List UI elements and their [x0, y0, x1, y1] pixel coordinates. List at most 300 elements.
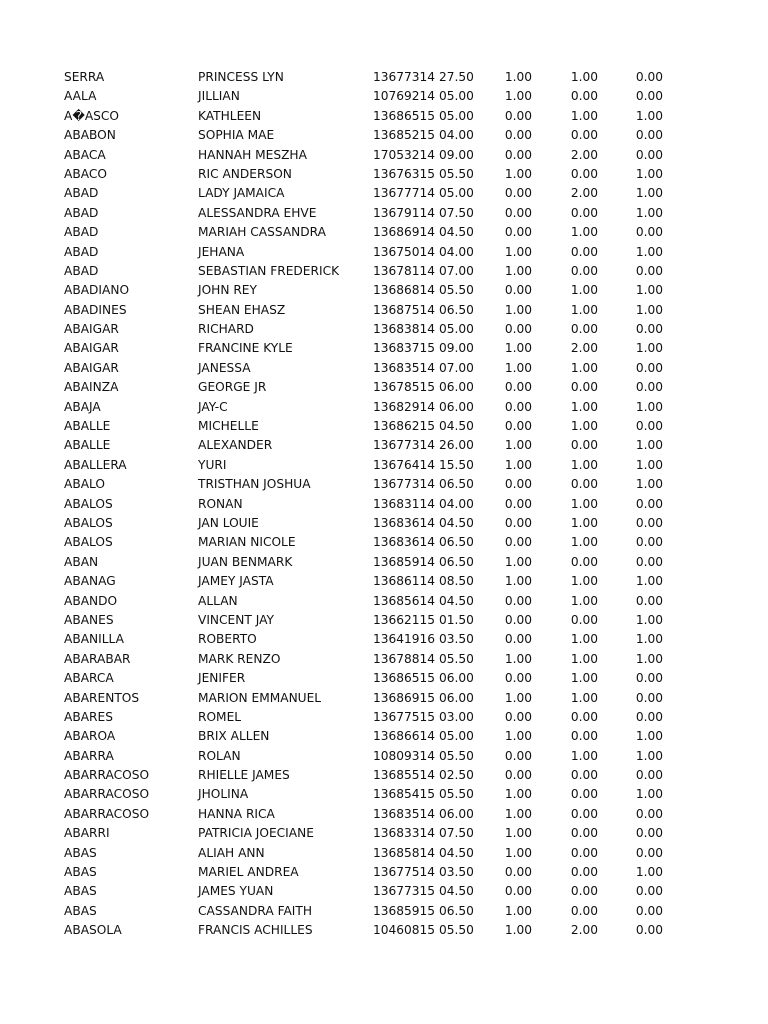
table-row [0, 863, 768, 882]
first-name-cell: ROLAN [198, 748, 241, 763]
first-name-cell: ROBERTO [198, 632, 257, 647]
last-name-cell: ABADIANO [64, 283, 130, 298]
amount-cell: 06.00 [439, 380, 474, 395]
amount-cell: 03.50 [439, 632, 474, 647]
column-b-cell: 1.00 [570, 690, 598, 705]
column-b-cell: 1.00 [570, 108, 598, 123]
column-a-cell: 1.00 [504, 729, 532, 744]
amount-cell: 05.00 [439, 322, 474, 337]
table-row [0, 921, 768, 940]
last-name-cell: AALA [64, 89, 97, 104]
first-name-cell: ALLAN [198, 593, 238, 608]
last-name-cell: ABALLE [64, 438, 111, 453]
column-c-cell: 1.00 [635, 438, 663, 453]
column-c-cell: 0.00 [635, 263, 663, 278]
column-c-cell: 1.00 [635, 787, 663, 802]
id-number-cell: 13685215 [373, 128, 436, 143]
id-number-cell: 13675014 [373, 244, 436, 259]
column-a-cell: 0.00 [504, 380, 532, 395]
column-a-cell: 0.00 [504, 865, 532, 880]
table-row [0, 165, 768, 184]
table-row [0, 766, 768, 785]
column-b-cell: 1.00 [570, 399, 598, 414]
table-row [0, 262, 768, 281]
column-b-cell: 1.00 [570, 593, 598, 608]
id-number-cell: 13683814 [373, 322, 436, 337]
table-row [0, 495, 768, 514]
column-c-cell: 1.00 [635, 457, 663, 472]
table-row [0, 184, 768, 203]
table-row [0, 398, 768, 417]
id-number-cell: 13677314 [373, 477, 436, 492]
column-b-cell: 0.00 [570, 612, 598, 627]
column-b-cell: 0.00 [570, 322, 598, 337]
column-a-cell: 1.00 [504, 302, 532, 317]
column-a-cell: 0.00 [504, 186, 532, 201]
id-number-cell: 13685614 [373, 593, 436, 608]
last-name-cell: ABAN [64, 554, 99, 569]
table-row [0, 844, 768, 863]
table-row [0, 359, 768, 378]
column-b-cell: 0.00 [570, 865, 598, 880]
table-row [0, 320, 768, 339]
column-b-cell: 0.00 [570, 380, 598, 395]
table-row [0, 456, 768, 475]
column-a-cell: 0.00 [504, 147, 532, 162]
table-row [0, 572, 768, 591]
last-name-cell: ABAS [64, 903, 97, 918]
first-name-cell: SHEAN EHASZ [198, 302, 286, 317]
column-a-cell: 0.00 [504, 612, 532, 627]
first-name-cell: SOPHIA MAE [198, 128, 275, 143]
table-row [0, 630, 768, 649]
amount-cell: 05.50 [439, 748, 474, 763]
last-name-cell: ABASOLA [64, 923, 122, 938]
last-name-cell: ABARRA [64, 748, 114, 763]
first-name-cell: RHIELLE JAMES [198, 768, 290, 783]
column-c-cell: 1.00 [635, 612, 663, 627]
column-c-cell: 1.00 [635, 632, 663, 647]
id-number-cell: 10809314 [373, 748, 436, 763]
amount-cell: 05.50 [439, 166, 474, 181]
column-b-cell: 1.00 [570, 651, 598, 666]
column-b-cell: 1.00 [570, 419, 598, 434]
amount-cell: 05.00 [439, 108, 474, 123]
column-b-cell: 1.00 [570, 283, 598, 298]
column-a-cell: 1.00 [504, 341, 532, 356]
column-a-cell: 0.00 [504, 419, 532, 434]
column-a-cell: 0.00 [504, 768, 532, 783]
column-b-cell: 0.00 [570, 128, 598, 143]
column-c-cell: 0.00 [635, 806, 663, 821]
id-number-cell: 13686814 [373, 283, 436, 298]
column-a-cell: 1.00 [504, 690, 532, 705]
first-name-cell: LADY JAMAICA [198, 186, 285, 201]
table-row [0, 514, 768, 533]
id-number-cell: 13686515 [373, 108, 436, 123]
amount-cell: 03.00 [439, 709, 474, 724]
last-name-cell: ABAIGAR [64, 322, 119, 337]
column-a-cell: 0.00 [504, 283, 532, 298]
column-a-cell: 1.00 [504, 70, 532, 84]
id-number-cell: 13677514 [373, 865, 436, 880]
first-name-cell: ALEXANDER [198, 438, 273, 453]
column-c-cell: 1.00 [635, 748, 663, 763]
column-c-cell: 0.00 [635, 535, 663, 550]
id-number-cell: 13683514 [373, 360, 436, 375]
id-number-cell: 13687514 [373, 302, 436, 317]
table-row [0, 592, 768, 611]
column-c-cell: 0.00 [635, 826, 663, 841]
amount-cell: 06.50 [439, 477, 474, 492]
first-name-cell: MICHELLE [198, 419, 259, 434]
table-row [0, 650, 768, 669]
amount-cell: 07.00 [439, 360, 474, 375]
column-b-cell: 0.00 [570, 244, 598, 259]
amount-cell: 06.50 [439, 535, 474, 550]
column-b-cell: 0.00 [570, 768, 598, 783]
column-b-cell: 0.00 [570, 205, 598, 220]
column-b-cell: 0.00 [570, 787, 598, 802]
last-name-cell: ABARRI [64, 826, 110, 841]
amount-cell: 26.00 [439, 438, 474, 453]
last-name-cell: ABAIGAR [64, 341, 119, 356]
column-c-cell: 1.00 [635, 186, 663, 201]
column-c-cell: 1.00 [635, 341, 663, 356]
column-c-cell: 1.00 [635, 574, 663, 589]
column-c-cell: 0.00 [635, 419, 663, 434]
column-c-cell: 0.00 [635, 593, 663, 608]
first-name-cell: VINCENT JAY [198, 612, 274, 627]
first-name-cell: ALIAH ANN [198, 845, 265, 860]
last-name-cell: ABARENTOS [64, 690, 140, 705]
column-c-cell: 1.00 [635, 283, 663, 298]
id-number-cell: 10460815 [373, 923, 436, 938]
first-name-cell: JAN LOUIE [198, 515, 259, 530]
column-c-cell: 0.00 [635, 903, 663, 918]
table-row [0, 436, 768, 455]
id-number-cell: 13682914 [373, 399, 436, 414]
column-c-cell: 0.00 [635, 709, 663, 724]
amount-cell: 06.00 [439, 671, 474, 686]
amount-cell: 05.00 [439, 186, 474, 201]
table-row [0, 126, 768, 145]
amount-cell: 04.50 [439, 884, 474, 899]
amount-cell: 08.50 [439, 574, 474, 589]
column-b-cell: 2.00 [570, 923, 598, 938]
first-name-cell: MARIEL ANDREA [198, 865, 299, 880]
column-c-cell: 1.00 [635, 729, 663, 744]
id-number-cell: 13678114 [373, 263, 436, 278]
first-name-cell: ALESSANDRA EHVE [198, 205, 317, 220]
column-a-cell: 1.00 [504, 244, 532, 259]
table-row [0, 204, 768, 223]
column-a-cell: 1.00 [504, 574, 532, 589]
amount-cell: 09.00 [439, 341, 474, 356]
amount-cell: 07.50 [439, 205, 474, 220]
last-name-cell: ABAINZA [64, 380, 119, 395]
column-c-cell: 1.00 [635, 477, 663, 492]
table-row [0, 727, 768, 746]
id-number-cell: 13685915 [373, 903, 436, 918]
id-number-cell: 13685514 [373, 768, 436, 783]
first-name-cell: ROMEL [198, 709, 242, 724]
column-b-cell: 0.00 [570, 729, 598, 744]
column-b-cell: 1.00 [570, 515, 598, 530]
last-name-cell: ABAD [64, 225, 99, 240]
amount-cell: 04.00 [439, 128, 474, 143]
column-b-cell: 1.00 [570, 496, 598, 511]
amount-cell: 05.50 [439, 283, 474, 298]
first-name-cell: KATHLEEN [198, 108, 262, 123]
column-b-cell: 0.00 [570, 826, 598, 841]
first-name-cell: JAMEY JASTA [198, 574, 274, 589]
first-name-cell: HANNAH MESZHA [198, 147, 307, 162]
id-number-cell: 13676414 [373, 457, 436, 472]
column-c-cell: 0.00 [635, 70, 663, 84]
column-a-cell: 1.00 [504, 923, 532, 938]
column-a-cell: 1.00 [504, 166, 532, 181]
id-number-cell: 13677714 [373, 186, 436, 201]
table-row [0, 805, 768, 824]
column-a-cell: 0.00 [504, 515, 532, 530]
id-number-cell: 13683614 [373, 515, 436, 530]
column-a-cell: 1.00 [504, 438, 532, 453]
column-a-cell: 0.00 [504, 593, 532, 608]
amount-cell: 06.00 [439, 690, 474, 705]
column-b-cell: 2.00 [570, 341, 598, 356]
last-name-cell: ABARRACOSO [64, 768, 150, 783]
column-c-cell: 0.00 [635, 496, 663, 511]
amount-cell: 06.50 [439, 554, 474, 569]
amount-cell: 04.50 [439, 515, 474, 530]
amount-cell: 01.50 [439, 612, 474, 627]
column-c-cell: 1.00 [635, 205, 663, 220]
column-a-cell: 1.00 [504, 787, 532, 802]
id-number-cell: 13686215 [373, 419, 436, 434]
amount-cell: 27.50 [439, 70, 474, 84]
column-c-cell: 0.00 [635, 515, 663, 530]
table-row [0, 689, 768, 708]
column-b-cell: 0.00 [570, 438, 598, 453]
last-name-cell: ABALO [64, 477, 105, 492]
column-b-cell: 0.00 [570, 477, 598, 492]
table-row [0, 747, 768, 766]
id-number-cell: 13677314 [373, 70, 436, 84]
first-name-cell: RICHARD [198, 322, 254, 337]
table-row [0, 882, 768, 901]
amount-cell: 15.50 [439, 457, 474, 472]
last-name-cell: ABARRACOSO [64, 806, 150, 821]
last-name-cell: ABABON [64, 128, 116, 143]
column-b-cell: 1.00 [570, 671, 598, 686]
first-name-cell: HANNA RICA [198, 806, 275, 821]
last-name-cell: ABAD [64, 205, 99, 220]
last-name-cell: ABADINES [64, 302, 127, 317]
column-c-cell: 0.00 [635, 884, 663, 899]
first-name-cell: FRANCIS ACHILLES [198, 923, 313, 938]
amount-cell: 06.50 [439, 903, 474, 918]
first-name-cell: BRIX ALLEN [198, 729, 270, 744]
table-row [0, 146, 768, 165]
column-a-cell: 0.00 [504, 709, 532, 724]
id-number-cell: 13683514 [373, 806, 436, 821]
id-number-cell: 13686114 [373, 574, 436, 589]
table-row [0, 533, 768, 552]
first-name-cell: JAY-C [198, 399, 228, 414]
column-c-cell: 1.00 [635, 865, 663, 880]
column-c-cell: 0.00 [635, 690, 663, 705]
amount-cell: 02.50 [439, 768, 474, 783]
column-c-cell: 0.00 [635, 225, 663, 240]
column-c-cell: 1.00 [635, 302, 663, 317]
amount-cell: 05.00 [439, 89, 474, 104]
first-name-cell: JAMES YUAN [198, 884, 274, 899]
first-name-cell: RIC ANDERSON [198, 166, 292, 181]
column-a-cell: 1.00 [504, 554, 532, 569]
last-name-cell: ABAJA [64, 399, 101, 414]
table-row [0, 417, 768, 436]
first-name-cell: JENIFER [198, 671, 246, 686]
table-row [0, 611, 768, 630]
column-a-cell: 1.00 [504, 806, 532, 821]
column-b-cell: 0.00 [570, 89, 598, 104]
column-b-cell: 0.00 [570, 845, 598, 860]
id-number-cell: 13676315 [373, 166, 436, 181]
last-name-cell: ABACO [64, 166, 107, 181]
table-row [0, 107, 768, 126]
id-number-cell: 13683114 [373, 496, 436, 511]
id-number-cell: 13662115 [373, 612, 436, 627]
amount-cell: 05.50 [439, 923, 474, 938]
first-name-cell: JHOLINA [198, 787, 249, 802]
column-b-cell: 1.00 [570, 457, 598, 472]
table-row [0, 475, 768, 494]
id-number-cell: 13678814 [373, 651, 436, 666]
last-name-cell: A�ASCO [64, 108, 120, 123]
last-name-cell: ABARES [64, 709, 113, 724]
last-name-cell: ABAIGAR [64, 360, 119, 375]
column-a-cell: 0.00 [504, 322, 532, 337]
amount-cell: 04.00 [439, 496, 474, 511]
column-a-cell: 1.00 [504, 263, 532, 278]
table-row [0, 669, 768, 688]
table-row [0, 243, 768, 262]
column-c-cell: 0.00 [635, 554, 663, 569]
column-c-cell: 1.00 [635, 399, 663, 414]
id-number-cell: 13686515 [373, 671, 436, 686]
first-name-cell: SEBASTIAN FREDERICK [198, 263, 340, 278]
first-name-cell: CASSANDRA FAITH [198, 903, 313, 918]
column-b-cell: 1.00 [570, 632, 598, 647]
id-number-cell: 13683614 [373, 535, 436, 550]
first-name-cell: PATRICIA JOECIANE [198, 826, 314, 841]
column-a-cell: 1.00 [504, 826, 532, 841]
column-c-cell: 1.00 [635, 651, 663, 666]
id-number-cell: 13686915 [373, 690, 436, 705]
last-name-cell: ABAS [64, 845, 97, 860]
first-name-cell: JUAN BENMARK [198, 554, 293, 569]
column-a-cell: 0.00 [504, 884, 532, 899]
table-row [0, 378, 768, 397]
id-number-cell: 13677315 [373, 884, 436, 899]
column-c-cell: 0.00 [635, 671, 663, 686]
amount-cell: 07.50 [439, 826, 474, 841]
spreadsheet-table [0, 68, 768, 941]
column-b-cell: 0.00 [570, 884, 598, 899]
column-c-cell: 0.00 [635, 845, 663, 860]
column-b-cell: 0.00 [570, 166, 598, 181]
column-c-cell: 0.00 [635, 923, 663, 938]
table-row [0, 339, 768, 358]
column-a-cell: 0.00 [504, 632, 532, 647]
amount-cell: 05.00 [439, 729, 474, 744]
id-number-cell: 13686614 [373, 729, 436, 744]
last-name-cell: ABANILLA [64, 632, 124, 647]
column-b-cell: 2.00 [570, 186, 598, 201]
id-number-cell: 13683715 [373, 341, 436, 356]
column-c-cell: 0.00 [635, 147, 663, 162]
last-name-cell: ABANES [64, 612, 114, 627]
amount-cell: 04.00 [439, 244, 474, 259]
column-c-cell: 1.00 [635, 166, 663, 181]
last-name-cell: ABAD [64, 186, 99, 201]
column-b-cell: 0.00 [570, 806, 598, 821]
first-name-cell: JANESSA [198, 360, 251, 375]
table-row [0, 301, 768, 320]
column-a-cell: 1.00 [504, 89, 532, 104]
amount-cell: 04.50 [439, 225, 474, 240]
id-number-cell: 13685814 [373, 845, 436, 860]
column-a-cell: 0.00 [504, 535, 532, 550]
last-name-cell: ABALOS [64, 535, 113, 550]
table-row [0, 708, 768, 727]
amount-cell: 04.50 [439, 419, 474, 434]
id-number-cell: 13678515 [373, 380, 436, 395]
id-number-cell: 13679114 [373, 205, 436, 220]
id-number-cell: 13685415 [373, 787, 436, 802]
last-name-cell: ABANAG [64, 574, 116, 589]
column-b-cell: 1.00 [570, 225, 598, 240]
table-row [0, 824, 768, 843]
column-a-cell: 1.00 [504, 845, 532, 860]
column-a-cell: 0.00 [504, 128, 532, 143]
table-row [0, 281, 768, 300]
column-c-cell: 1.00 [635, 244, 663, 259]
column-b-cell: 1.00 [570, 302, 598, 317]
amount-cell: 05.50 [439, 787, 474, 802]
first-name-cell: MARK RENZO [198, 651, 281, 666]
column-a-cell: 1.00 [504, 457, 532, 472]
amount-cell: 07.00 [439, 263, 474, 278]
column-a-cell: 0.00 [504, 225, 532, 240]
column-a-cell: 1.00 [504, 360, 532, 375]
column-c-cell: 0.00 [635, 380, 663, 395]
column-c-cell: 0.00 [635, 322, 663, 337]
last-name-cell: ABAD [64, 263, 99, 278]
first-name-cell: MARIAH CASSANDRA [198, 225, 326, 240]
first-name-cell: PRINCESS LYN [198, 70, 284, 84]
column-c-cell: 1.00 [635, 108, 663, 123]
column-c-cell: 0.00 [635, 89, 663, 104]
first-name-cell: GEORGE JR [198, 380, 267, 395]
column-b-cell: 1.00 [570, 70, 598, 84]
id-number-cell: 13641916 [373, 632, 436, 647]
first-name-cell: FRANCINE KYLE [198, 341, 293, 356]
last-name-cell: ABAS [64, 865, 97, 880]
column-b-cell: 0.00 [570, 709, 598, 724]
last-name-cell: ABAROA [64, 729, 116, 744]
